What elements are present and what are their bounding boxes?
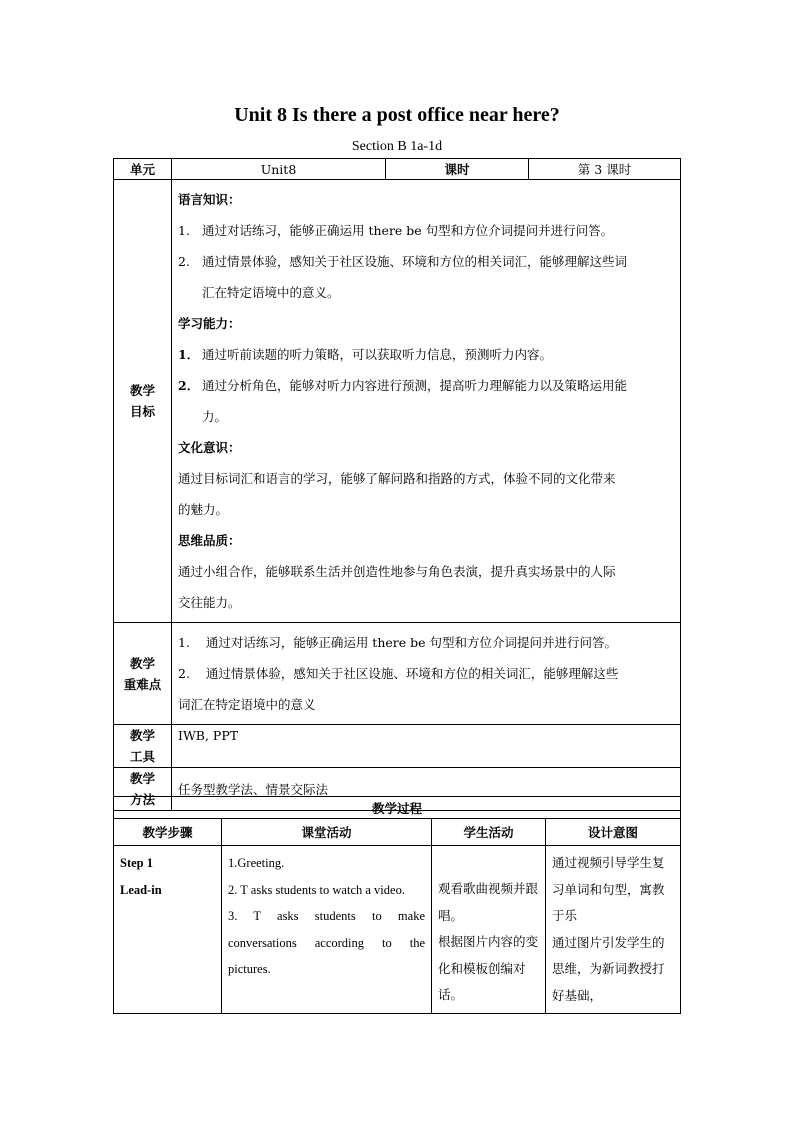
thinking-heading: 思维品质： [178, 533, 241, 548]
step-cell: Step 1 Lead-in [114, 846, 222, 1014]
teaching-process-table [113, 796, 681, 1014]
methods-value: 任务型教学法、情景交际法 [172, 768, 681, 811]
language-item: 2. 通过情景体验，感知关于社区设施、环境和方位的相关词汇，能够理解这些词 汇在特定语境中的意义。 [178, 254, 628, 300]
lesson-plan-table [113, 158, 681, 811]
intent-item: 通过视频引导学生复习单词和句型，寓教于乐 [552, 855, 665, 923]
language-item: 1. 通过对话练习，能够正确运用 there be 句型和方位介词提问并进行问答。 [178, 223, 614, 238]
tools-label: 教学 工具 [114, 725, 172, 768]
process-heading-row [114, 797, 681, 819]
culture-text: 通过目标词汇和语言的学习，能够了解问路和指路的方式，体验不同的文化带来 [178, 471, 616, 486]
design-intent [546, 846, 681, 1014]
tools-value: IWB, PPT [172, 725, 681, 768]
activity-item: 1.Greeting. [228, 856, 285, 870]
unit-value: Unit8 [172, 159, 386, 180]
culture-heading: 文化意识： [178, 440, 241, 455]
classroom-activities [222, 846, 432, 1014]
period-label: 课时 [386, 159, 529, 180]
column-header: 教学步骤 [114, 819, 222, 846]
culture-text: 的魅力。 [178, 502, 229, 517]
step-row [114, 846, 681, 1014]
column-header: 课堂活动 [222, 819, 432, 846]
intent-item: 通过图片引发学生的思维，为新词教授打好基础， [552, 934, 665, 1003]
student-activity: 观看歌曲视频并跟唱。 [438, 881, 539, 923]
student-activity: 根据图片内容的变化和模板创编对话。 [438, 934, 539, 1002]
tools-row [114, 725, 681, 768]
unit-label: 单元 [114, 159, 172, 180]
process-columns-row [114, 819, 681, 846]
period-value: 第 3 课时 [529, 159, 681, 180]
activity-item: 3. T asks students to make conversations according to the pictures. [228, 909, 425, 976]
objectives-content [172, 180, 681, 623]
objectives-label: 教学 目标 [114, 180, 172, 623]
header-row [114, 159, 681, 180]
key-points-label: 教学 重难点 [114, 623, 172, 725]
objectives-row [114, 180, 681, 623]
document-subtitle: Section B 1a-1d [351, 139, 443, 154]
key-points-content: 1. 通过对话练习，能够正确运用 there be 句型和方位介词提问并进行问答。 2. 通过情景体验，感知关于社区设施、环境和方位的相关词汇，能够理解这些 词汇在特定语境中的意义 [172, 623, 681, 725]
thinking-text: 交往能力。 [178, 595, 241, 610]
document-title: Unit 8 Is there a post office near here? [234, 104, 560, 126]
column-header: 设计意图 [546, 819, 681, 846]
activity-item: 2. T asks students to watch a video. [228, 882, 405, 897]
ability-item: 1． 通过听前读题的听力策略，可以获取听力信息，预测听力内容。 [178, 347, 553, 362]
process-heading: 教学过程 [114, 797, 681, 819]
language-heading: 语言知识： [178, 192, 241, 207]
student-activities [432, 846, 546, 1014]
key-points-row [114, 623, 681, 725]
ability-heading: 学习能力： [178, 316, 241, 331]
thinking-text: 通过小组合作，能够联系生活并创造性地参与角色表演，提升真实场景中的人际 [178, 564, 616, 579]
column-header: 学生活动 [432, 819, 546, 846]
ability-item: 2． 通过分析角色，能够对听力内容进行预测，提高听力理解能力以及策略运用能 力。 [178, 378, 628, 424]
methods-label: 教学 方法 [114, 768, 172, 811]
